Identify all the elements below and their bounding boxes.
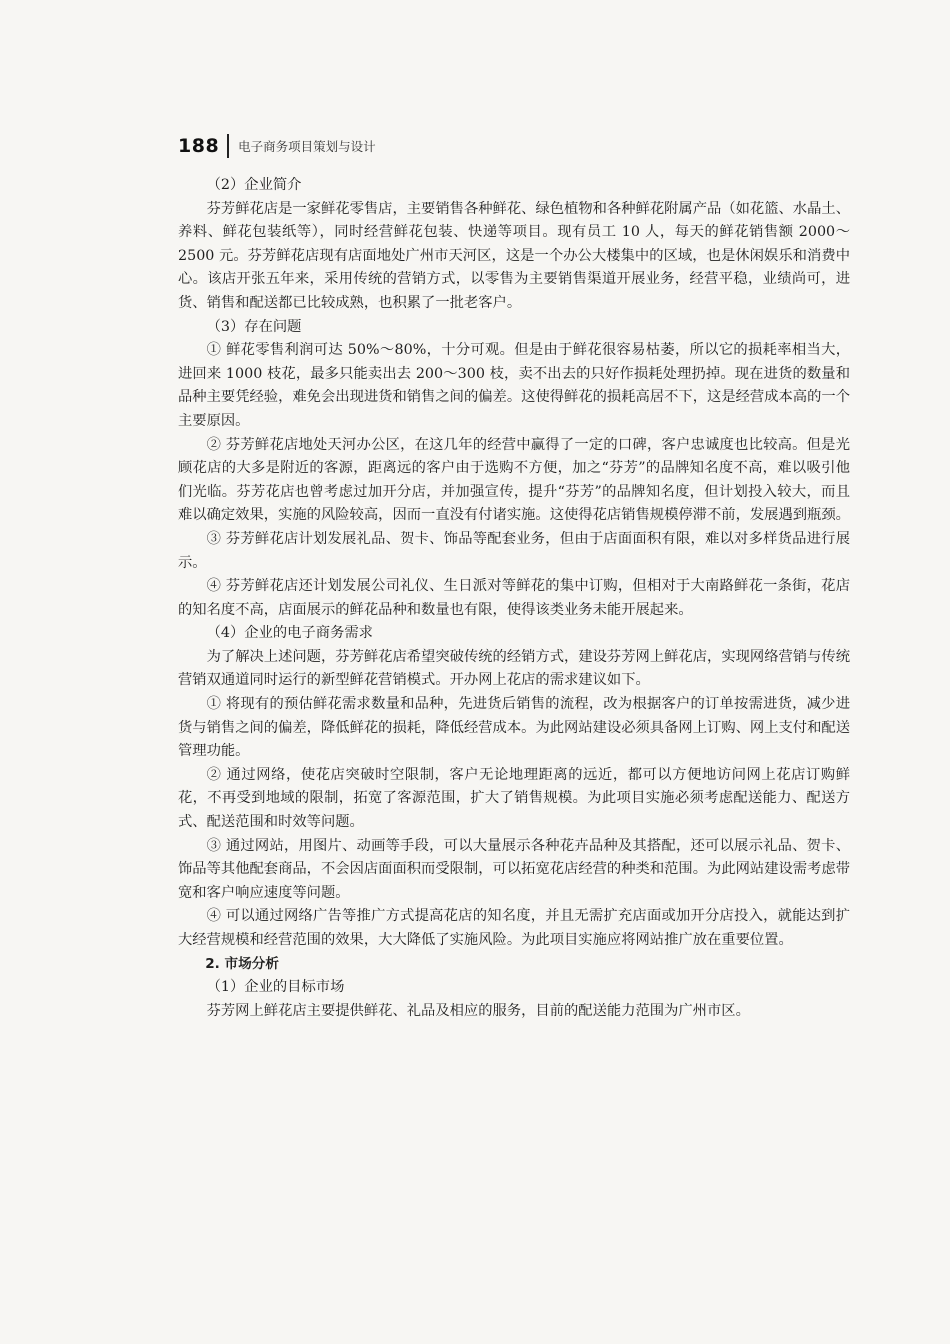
heading-market-analysis: 2. 市场分析 [205,955,279,972]
paragraph-need-2: ② 通过网络，使花店突破时空限制，客户无论地理距离的远近，都可以方便地访问网上花店订购鲜花，不再受到地域的限制，拓宽了客源范围，扩大了销售规模。为此项目实施必须考虑配送能力、配送方式、配送范围和时效等问题。 [178,766,850,831]
heading-company-intro: （2）企业简介 [206,177,302,193]
header-divider [227,134,229,158]
page-body [178,174,850,1023]
paragraph-target-market: 芬芳网上鲜花店主要提供鲜花、礼品及相应的服务，目前的配送能力范围为广州市区。 [206,1002,750,1019]
heading-ec-needs: （4）企业的电子商务需求 [206,625,373,642]
paragraph-company-intro: 芬芳鲜花店是一家鲜花零售店，主要销售各种鲜花、绿色植物和各种鲜花附属产品（如花篮、水晶土、养料、鲜花包装纸等），同时经营鲜花包装、快递等项目。现有员工 10 人，每天的鲜花销售额 2000～2500 元。芬芳鲜花店现有店面地处广州市天河区，这是一个办公大楼集中的区域，也是休闲娱乐和消费中心。该店开张五年来，采用传统的营销方式，以零售为主要销售渠道开展业务，经营平稳，业绩尚可，进货、销售和配送都已比较成熟，也积累了一批老客户。 [178,200,850,311]
paragraph-problem-2: ② 芬芳鲜花店地处天河办公区，在这几年的经营中赢得了一定的口碑，客户忠诚度也比较高。但是光顾花店的大多是附近的客源，距离远的客户由于选购不方便，加之“芬芳”的品牌知名度不高，难以吸引他们光临。芬芳花店也曾考虑过加开分店，并加强宣传，提升“芬芳”的品牌知名度，但计划投入较大，而且难以确定效果，实施的风险较高，因而一直没有付诸实施。这使得花店销售规模停滞不前，发展遇到瓶颈。 [178,436,850,524]
heading-problems: （3）存在问题 [206,318,302,335]
book-title: 电子商务项目策划与设计 [238,139,376,154]
paragraph-need-4: ④ 可以通过网络广告等推广方式提高花店的知名度，并且无需扩充店面或加开分店投入，就能达到扩大经营规模和经营范围的效果，大大降低了实施风险。为此项目实施应将网站推广放在重要位置。 [178,908,850,948]
paragraph-need-1: ① 将现有的预估鲜花需求数量和品种，先进货后销售的流程，改为根据客户的订单按需进货，减少进货与销售之间的偏差，降低鲜花的损耗，降低经营成本。为此网站建设必须具备网上订购、网上支付和配送管理功能。 [178,696,850,760]
heading-target-market: （1）企业的目标市场 [206,979,345,996]
page-number: 188 [178,135,220,157]
paragraph-problem-4: ④ 芬芳鲜花店还计划发展公司礼仪、生日派对等鲜花的集中订购，但相对于大南路鲜花一条街，花店的知名度不高，店面展示的鲜花品种和数量也有限，使得该类业务未能开展起来。 [178,578,850,618]
running-header [178,133,376,159]
paragraph-problem-3: ③ 芬芳鲜花店计划发展礼品、贺卡、饰品等配套业务，但由于店面面积有限，难以对多样货品进行展示。 [178,530,850,571]
paragraph-ec-intro: 为了解决上述问题，芬芳鲜花店希望突破传统的经销方式，建设芬芳网上鲜花店，实现网络营销与传统营销双通道同时运行的新型鲜花营销模式。开办网上花店的需求建议如下。 [178,648,850,689]
paragraph-problem-1: ① 鲜花零售利润可达 50%～80%，十分可观。但是由于鲜花很容易枯萎，所以它的损耗率相当大，进回来 1000 枝花，最多只能卖出去 200～300 枝，卖不出去的只好作损耗处理扔掉。现在进货的数量和品种主要凭经验，难免会出现进货和销售之间的偏差。这使得鲜花的损耗高居不下，这是经营成本高的一个主要原因。 [178,342,850,429]
paragraph-need-3: ③ 通过网站，用图片、动画等手段，可以大量展示各种花卉品种及其搭配，还可以展示礼品、贺卡、饰品等其他配套商品，不会因店面面积而受限制，可以拓宽花店经营的种类和范围。为此网站建设需考虑带宽和客户响应速度等问题。 [178,837,850,901]
